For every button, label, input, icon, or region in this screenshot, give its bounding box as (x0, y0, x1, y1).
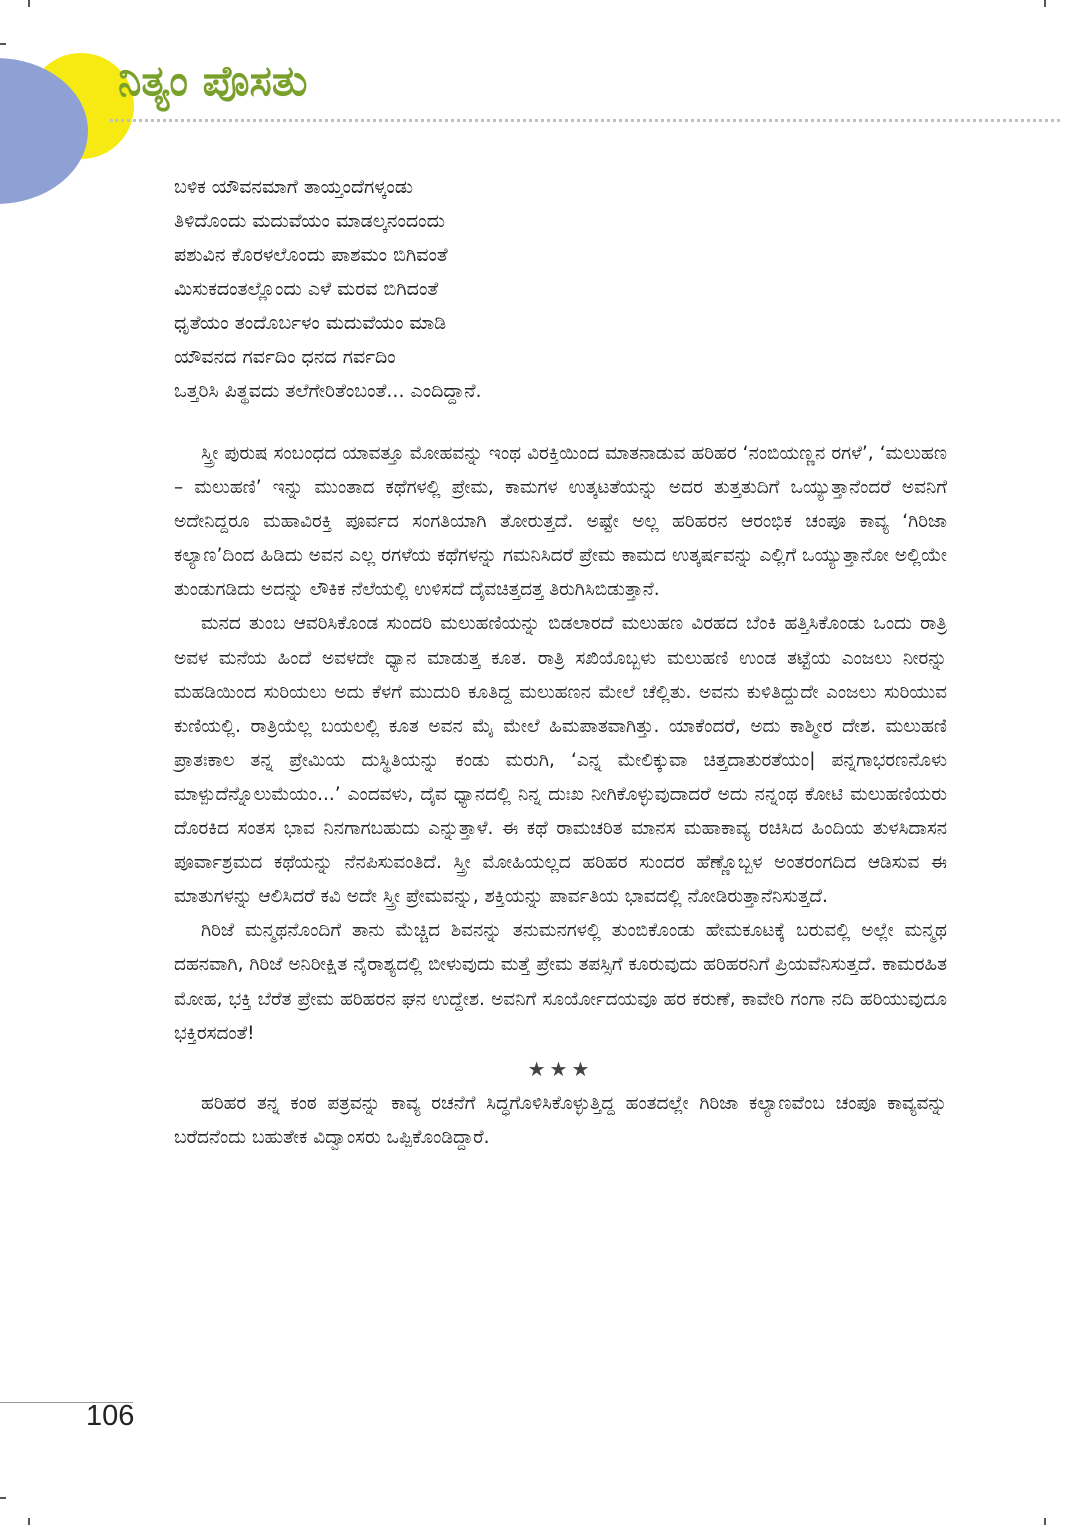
crop-mark (28, 1518, 30, 1525)
section-title: ನಿತ್ಯಂ ಪೊಸತು (118, 56, 308, 105)
paragraph: ಗಿರಿಜೆ ಮನ್ಮಥನೊಂದಿಗೆ ತಾನು ಮೆಚ್ಚಿದ ಶಿವನನ್ನು ತನುಮನಗಳಲ್ಲಿ ತುಂಬಿಕೊಂಡು ಹೇಮಕೂಟಕ್ಕೆ ಬರುವಲ್ಲಿ ಅಲ್ಲೇ ಮನ್ಮಥ ದಹನವಾಗಿ, ಗಿರಿಜೆ ಅನಿರೀಕ್ಷಿತ ನೈರಾಶ್ಯದಲ್ಲಿ ಬೀಳುವುದು ಮತ್ತೆ ಪ್ರೇಮ ತಪಸ್ಸಿಗೆ ಕೂರುವುದು ಹರಿಹರನಿಗೆ ಪ್ರಿಯವೆನಿಸುತ್ತದೆ. ಕಾಮರಹಿತ ಮೋಹ, ಭಕ್ತಿ ಬೆರೆತ ಪ್ರೇಮ ಹರಿಹರನ ಘನ ಉದ್ದೇಶ. ಅವನಿಗೆ ಸೂರ್ಯೋದಯವೂ ಹರ ಕರುಣೆ, ಕಾವೇರಿ ಗಂಗಾ ನದಿ ಹರಿಯುವುದೂ ಭಕ್ತಿರಸದಂತೆ! (174, 920, 947, 1044)
body-text (174, 437, 947, 1155)
crop-mark (0, 1497, 6, 1499)
header-dotted-rule (110, 119, 1060, 122)
poem-line: ಯೌವನದ ಗರ್ವದಿಂ ಧನದ ಗರ್ವದಿಂ (174, 346, 396, 368)
crop-mark (1044, 1518, 1046, 1525)
page-number: 106 (86, 1400, 135, 1432)
crop-mark (0, 43, 6, 45)
poem-block (174, 170, 934, 408)
crop-mark (1044, 0, 1046, 7)
poem-line: ಮಿಸುಕದಂತಲ್ಲೊಂದು ಎಳೆ ಮರವ ಬಿಗಿದಂತೆ (174, 278, 439, 300)
paragraph: ಮನದ ತುಂಬ ಆವರಿಸಿಕೊಂಡ ಸುಂದರಿ ಮಲುಹಣಿಯನ್ನು ಬಿಡಲಾರದೆ ಮಲುಹಣ ವಿರಹದ ಬೆಂಕಿ ಹತ್ತಿಸಿಕೊಂಡು ಒಂದು ರಾತ್ರಿ ಅವಳ ಮನೆಯ ಹಿಂದೆ ಅವಳದೇ ಧ್ಯಾನ ಮಾಡುತ್ತ ಕೂತ. ರಾತ್ರಿ ಸಖಿಯೊಬ್ಬಳು ಮಲುಹಣಿ ಉಂಡ ತಟ್ಟೆಯ ಎಂಜಲು ನೀರನ್ನು ಮಹಡಿಯಿಂದ ಸುರಿಯಲು ಅದು ಕೆಳಗೆ ಮುದುರಿ ಕೂತಿದ್ದ ಮಲುಹಣನ ಮೇಲೆ ಚೆಲ್ಲಿತು. ಅವನು ಕುಳಿತಿದ್ದುದೇ ಎಂಜಲು ಸುರಿಯುವ ಕುಣಿಯಲ್ಲಿ. ರಾತ್ರಿಯೆಲ್ಲ ಬಯಲಲ್ಲಿ ಕೂತ ಅವನ ಮೈ ಮೇಲೆ ಹಿಮಪಾತವಾಗಿತ್ತು. ಯಾಕೆಂದರೆ, ಅದು ಕಾಶ್ಮೀರ ದೇಶ. ಮಲುಹಣಿ ಪ್ರಾತಃಕಾಲ ತನ್ನ ಪ್ರೇಮಿಯ ದುಸ್ಥಿತಿಯನ್ನು ಕಂಡು ಮರುಗಿ, ‘ಎನ್ನ ಮೇಲಿಕ್ಕುವಾ ಚಿತ್ತದಾತುರತೆಯಂ| ಪನ್ನಗಾಭರಣನೊಳು ಮಾಳ್ಪುದೆನ್ನೊಲುಮೆಯಂ...’ ಎಂದವಳು, ದೈವ ಧ್ಯಾನದಲ್ಲಿ ನಿನ್ನ ದುಃಖ ನೀಗಿಕೊಳ್ಳುವುದಾದರೆ ಅದು ನನ್ನಂಥ ಕೋಟಿ ಮಲುಹಣಿಯರು ದೊರಕಿದ ಸಂತಸ ಭಾವ ನಿನಗಾಗಬಹುದು ಎನ್ನುತ್ತಾಳೆ. ಈ ಕಥೆ ರಾಮಚರಿತ ಮಾನಸ ಮಹಾಕಾವ್ಯ ರಚಿಸಿದ ಹಿಂದಿಯ ತುಳಸಿದಾಸನ ಪೂರ್ವಾಶ್ರಮದ ಕಥೆಯನ್ನು ನೆನಪಿಸುವಂತಿದೆ. ಸ್ತ್ರೀ ಮೋಹಿಯಲ್ಲದ ಹರಿಹರ ಸುಂದರ ಹೆಣ್ಣೊಬ್ಬಳ ಅಂತರಂಗದಿದ ಆಡಿಸುವ ಈ ಮಾತುಗಳನ್ನು ಆಲಿಸಿದರೆ ಕವಿ ಅದೇ ಸ್ತ್ರೀ ಪ್ರೇಮವನ್ನು, ಶಕ್ತಿಯನ್ನು ಪಾರ್ವತಿಯ ಭಾವದಲ್ಲಿ ನೋಡಿರುತ್ತಾನೆನಿಸುತ್ತದೆ. (174, 613, 947, 908)
poem-line: ಬಳಿಕ ಯೌವನಮಾಗೆ ತಾಯ್ತಂದೆಗಳ್ಕಂಡು (174, 176, 413, 198)
poem-line: ತಿಳಿದೊಂದು ಮದುವೆಯಂ ಮಾಡಲ್ಕನಂದಂದು (174, 210, 445, 232)
paragraph: ಹರಿಹರ ತನ್ನ ಕಂಠ ಪತ್ರವನ್ನು ಕಾವ್ಯ ರಚನೆಗೆ ಸಿದ್ಧಗೊಳಿಸಿಕೊಳ್ಳುತ್ತಿದ್ದ ಹಂತದಲ್ಲೇ ಗಿರಿಜಾ ಕಲ್ಯಾಣವೆಂಬ ಚಂಪೂ ಕಾವ್ಯವನ್ನು ಬರೆದನೆಂದು ಬಹುತೇಕ ವಿದ್ವಾಂಸರು ಒಪ್ಪಿಕೊಂಡಿದ್ದಾರೆ. (174, 1092, 947, 1148)
poem-line: ಒತ್ತರಿಸಿ ಪಿತ್ಥವದು ತಲೆಗೇರಿತೆಂಬಂತೆ... ಎಂದಿದ್ದಾನೆ. (174, 380, 482, 402)
paragraph: ಸ್ತ್ರೀ ಪುರುಷ ಸಂಬಂಧದ ಯಾವತ್ತೂ ಮೋಹವನ್ನು ಇಂಥ ವಿರಕ್ತಿಯಿಂದ ಮಾತನಾಡುವ ಹರಿಹರ ‘ನಂಬಿಯಣ್ಣನ ರಗಳೆ’, ‘ಮಲುಹಣ – ಮಲುಹಣಿ’ ಇನ್ನು ಮುಂತಾದ ಕಥೆಗಳಲ್ಲಿ ಪ್ರೇಮ, ಕಾಮಗಳ ಉತ್ಕಟತೆಯನ್ನು ಅದರ ತುತ್ತತುದಿಗೆ ಒಯ್ಯುತ್ತಾನೆಂದರೆ ಅವನಿಗೆ ಅದೇನಿದ್ದರೂ ಮಹಾವಿರಕ್ತಿ ಪೂರ್ವದ ಸಂಗತಿಯಾಗಿ ತೋರುತ್ತದೆ. ಅಷ್ಟೇ ಅಲ್ಲ ಹರಿಹರನ ಆರಂಭಿಕ ಚಂಪೂ ಕಾವ್ಯ ‘ಗಿರಿಜಾ ಕಲ್ಯಾಣ’ದಿಂದ ಹಿಡಿದು ಅವನ ಎಲ್ಲ ರಗಳೆಯ ಕಥೆಗಳನ್ನು ಗಮನಿಸಿದರೆ ಪ್ರೇಮ ಕಾಮದ ಉತ್ಕರ್ಷವನ್ನು ಎಲ್ಲಿಗೆ ಒಯ್ಯುತ್ತಾನೋ ಅಲ್ಲಿಯೇ ತುಂಡುಗಡಿದು ಅದನ್ನು ಲೌಕಿಕ ನೆಲೆಯಲ್ಲಿ ಉಳಿಸದೆ ದೈವಚಿತ್ತದತ್ತ ತಿರುಗಿಸಿಬಿಡುತ್ತಾನೆ. (174, 443, 947, 601)
poem-line: ಧೃತೆಯಂ ತಂದೊರ್ಬಳಂ ಮದುವೆಯಂ ಮಾಡಿ (174, 312, 447, 334)
crop-mark (28, 0, 30, 7)
poem-line: ಪಶುವಿನ ಕೊರಳಲೊಂದು ಪಾಶಮಂ ಬಿಗಿವಂತೆ (174, 244, 448, 266)
section-separator: ★★★ (527, 1056, 594, 1081)
